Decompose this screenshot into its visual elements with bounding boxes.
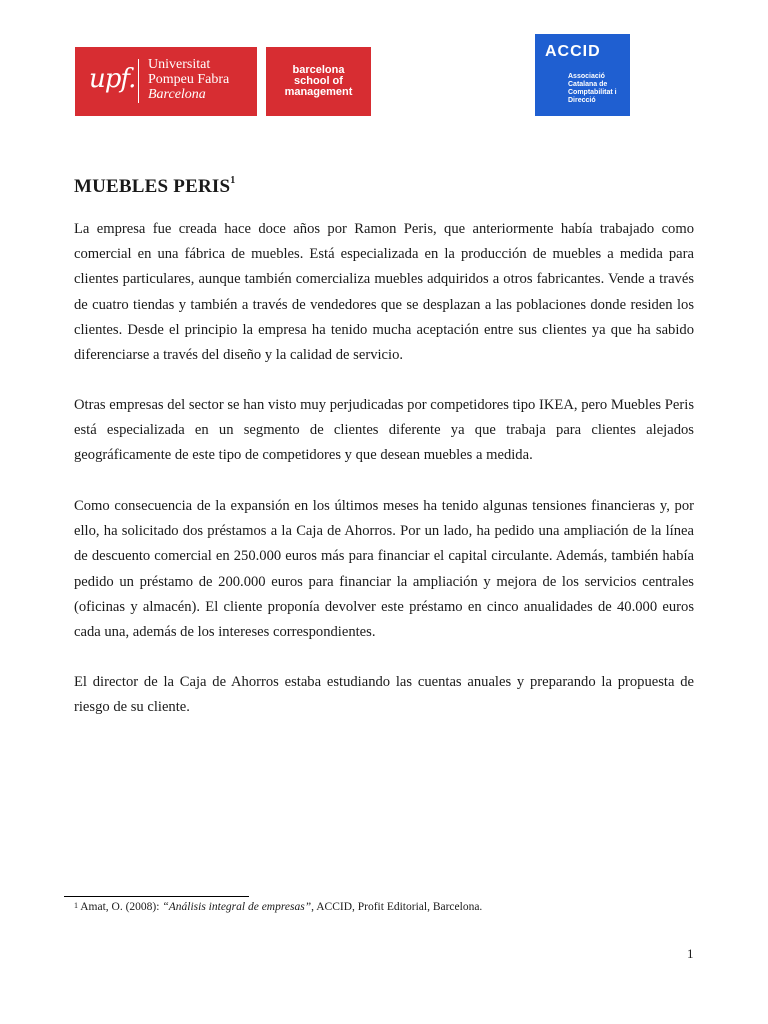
upf-logo-divider <box>138 59 139 103</box>
accid-logo-line-1: Associació <box>568 73 605 80</box>
title-footnote-mark: 1 <box>230 175 236 186</box>
paragraph-3: Como consecuencia de la expansión en los últimos meses ha tenido algunas tensiones financieras y, por ello, ha solicitado dos préstamos a la Caja de Ahorros. Por un lado, ha pedido una ampliación de la línea de descuento comercial en 250.000 euros más para financiar el capital circulante. Además, también había pedido un préstamo de 200.000 euros para financiar la ampliación y mejora de los servicios centrales (oficinas y almacén). El cliente proponía devolver este préstamo en cinco anualidades de 40.000 euros cada una, además de los intereses correspondientes. <box>74 498 694 641</box>
footnote-mark: 1 <box>74 901 78 910</box>
document-title <box>74 176 235 198</box>
footnote-text-after: , ACCID, Profit Editorial, Barcelona. <box>311 901 483 913</box>
paragraph-2: Otras empresas del sector se han visto muy perjudicadas por competidores tipo IKEA, pero Muebles Peris está especializada en un segmento de clientes diferente ya que trabaja para clientes alejados geográficamente de este tipo de competidores y que desean muebles a medida. <box>74 397 694 464</box>
upf-logo-text <box>148 57 229 102</box>
document-title-text: MUEBLES PERIS <box>74 176 231 197</box>
upf-logo <box>75 47 257 116</box>
paragraph-1: La empresa fue creada hace doce años por Ramon Peris, que anteriormente había trabajado como comercial en una fábrica de muebles. Está especializada en la producción de muebles a medida para clientes particulares, aunque también comercializa muebles adquiridos a otros fabricantes. Vende a través de cuatro tiendas y también a través de vendedores que se desplazan a las poblaciones donde residen los clientes. Desde el principio la empresa ha tenido mucha aceptación entre sus clientes ya que ha sabido diferenciarse a través del diseño y la calidad de servicio. <box>74 221 694 364</box>
accid-logo-line-2: Catalana de <box>568 81 608 88</box>
page-number: 1 <box>687 946 694 961</box>
upf-logo-line-3: Barcelona <box>148 87 206 102</box>
accid-logo-subtitle <box>568 73 617 105</box>
footnote-separator <box>64 896 249 897</box>
footnote-book-title: “Análisis integral de empresas” <box>162 901 312 913</box>
accid-logo-title: ACCID <box>545 43 601 60</box>
accid-logo-line-3: Comptabilitat i <box>568 89 617 96</box>
footnote-text-before: Amat, O. (2008): <box>80 901 163 913</box>
upf-logo-line-2: Pompeu Fabra <box>148 72 230 87</box>
footnote <box>74 901 482 913</box>
bsm-logo-line-1: barcelona <box>292 64 345 76</box>
upf-logo-mark: upf. <box>89 64 136 94</box>
accid-logo <box>535 34 630 116</box>
upf-logo-line-1: Universitat <box>148 57 211 72</box>
bsm-logo-line-2: school of <box>294 75 343 87</box>
accid-logo-line-4: Direcció <box>568 97 596 104</box>
paragraph-4: El director de la Caja de Ahorros estaba estudiando las cuentas anuales y preparando la propuesta de riesgo de su cliente. <box>74 674 694 716</box>
barcelona-school-of-management-logo <box>266 47 371 116</box>
bsm-logo-line-3: management <box>284 86 353 98</box>
